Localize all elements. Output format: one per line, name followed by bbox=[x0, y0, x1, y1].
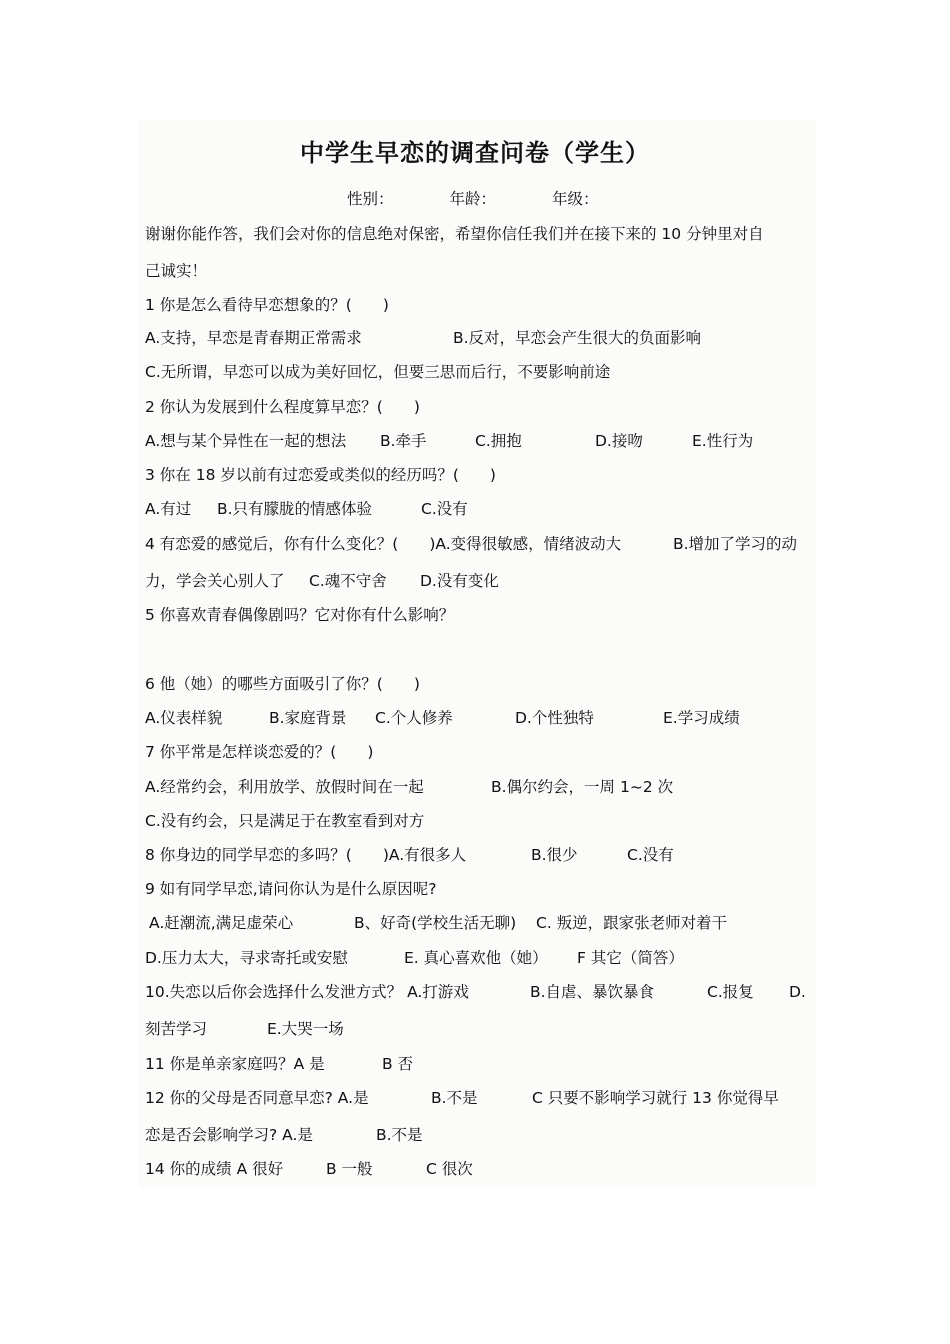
question-3-options bbox=[145, 499, 468, 519]
question-14 bbox=[145, 1159, 473, 1179]
q8-option-b: B.很少 bbox=[531, 846, 578, 864]
q12-option-b: B.不是 bbox=[431, 1089, 478, 1107]
q2-option-c: C.拥抱 bbox=[475, 432, 522, 450]
q12-option-c: C 只要不影响学习就行 13 你觉得早 bbox=[532, 1089, 779, 1107]
q11-option-b: B 否 bbox=[382, 1055, 414, 1073]
question-7-options bbox=[145, 777, 673, 797]
q9-option-c: C. 叛逆，跟家张老师对着干 bbox=[536, 914, 728, 932]
q13-text: 恋是否会影响学习? A.是 bbox=[145, 1126, 313, 1144]
q9-option-f: F 其它（简答） bbox=[577, 949, 684, 967]
q6-option-c: C.个人修养 bbox=[375, 709, 453, 727]
q9-option-a: A.赶潮流,满足虚荣心 bbox=[149, 914, 294, 932]
question-1-options bbox=[145, 328, 701, 348]
q13-option-b: B.不是 bbox=[376, 1126, 423, 1144]
q12-text: 12 你的父母是否同意早恋? A.是 bbox=[145, 1089, 369, 1107]
q10-option-e: E.大哭一场 bbox=[267, 1020, 344, 1038]
question-13 bbox=[145, 1125, 423, 1145]
intro-line-2: 己诚实！ bbox=[145, 262, 208, 280]
q14-option-b: B 一般 bbox=[326, 1160, 373, 1178]
question-3: 3 你在 18 岁以前有过恋爱或类似的经历吗？( ) bbox=[145, 466, 496, 484]
q14-option-c: C 很次 bbox=[426, 1160, 473, 1178]
grade-field: 年级： bbox=[552, 190, 599, 208]
q4-option-c: C.魂不守舍 bbox=[309, 572, 387, 590]
q8-option-c: C.没有 bbox=[627, 846, 674, 864]
q7-option-a: A.经常约会，利用放学、放假时间在一起 bbox=[145, 778, 424, 796]
question-2-options bbox=[145, 431, 753, 451]
question-2: 2 你认为发展到什么程度算早恋？( ) bbox=[145, 398, 420, 416]
q6-option-b: B.家庭背景 bbox=[269, 709, 347, 727]
question-6-options bbox=[145, 708, 740, 728]
q6-option-a: A.仪表样貌 bbox=[145, 709, 223, 727]
question-10-continued bbox=[145, 1019, 344, 1039]
question-10 bbox=[145, 982, 806, 1002]
question-4-continued bbox=[145, 571, 499, 591]
page-title: 中学生早恋的调查问卷（学生） bbox=[300, 139, 650, 167]
q9-option-d: D.压力太大，寻求寄托或安慰 bbox=[145, 949, 348, 967]
question-8 bbox=[145, 845, 674, 865]
intro-line-1: 谢谢你能作答，我们会对你的信息绝对保密，希望你信任我们并在接下来的 10 分钟里对自 bbox=[145, 225, 764, 243]
q2-option-d: D.接吻 bbox=[595, 432, 643, 450]
question-12 bbox=[145, 1088, 779, 1108]
q2-option-b: B.牵手 bbox=[380, 432, 427, 450]
q4-option-b: B.增加了学习的动 bbox=[673, 535, 798, 553]
q1-option-c: C.无所谓，早恋可以成为美好回忆，但要三思而后行，不要影响前途 bbox=[145, 363, 611, 381]
q6-option-d: D.个性独特 bbox=[515, 709, 594, 727]
age-field: 年龄： bbox=[449, 190, 497, 208]
gender-field: 性别： bbox=[347, 190, 394, 208]
q10-option-c: C.报复 bbox=[707, 983, 754, 1001]
q9-option-b: B、好奇(学校生活无聊) bbox=[354, 914, 517, 932]
q10-option-d: D. bbox=[789, 983, 806, 1001]
q1-option-a: A.支持，早恋是青春期正常需求 bbox=[145, 329, 362, 347]
question-4 bbox=[145, 534, 797, 554]
question-9: 9 如有同学早恋,请问你认为是什么原因呢? bbox=[145, 880, 437, 898]
q7-option-b: B.偶尔约会，一周 1~2 次 bbox=[491, 778, 674, 796]
q3-option-b: B.只有朦胧的情感体验 bbox=[217, 500, 373, 518]
question-1: 1 你是怎么看待早恋想象的？( ) bbox=[145, 296, 389, 314]
q7-option-c: C.没有约会，只是满足于在教室看到对方 bbox=[145, 812, 425, 830]
q3-option-a: A.有过 bbox=[145, 500, 192, 518]
q9-option-e: E. 真心喜欢他（她） bbox=[404, 949, 548, 967]
q2-option-e: E.性行为 bbox=[692, 432, 754, 450]
question-5: 5 你喜欢青春偶像剧吗？它对你有什么影响？ bbox=[145, 606, 455, 624]
q10-option-b: B.自虐、暴饮暴食 bbox=[530, 983, 655, 1001]
question-9-options-1 bbox=[149, 913, 727, 933]
q8-text: 8 你身边的同学早恋的多吗？( )A.有很多人 bbox=[145, 846, 467, 864]
q10-text: 10.失恋以后你会选择什么发泄方式？ A.打游戏 bbox=[145, 983, 469, 1001]
q14-text: 14 你的成绩 A 很好 bbox=[145, 1160, 284, 1178]
q1-option-b: B.反对，早恋会产生很大的负面影响 bbox=[453, 329, 702, 347]
q4-option-b-cont: 力，学会关心别人了 bbox=[145, 572, 285, 590]
question-11 bbox=[145, 1054, 413, 1074]
respondent-info bbox=[347, 189, 599, 209]
q6-option-e: E.学习成绩 bbox=[663, 709, 740, 727]
question-7: 7 你平常是怎样谈恋爱的？( ) bbox=[145, 743, 374, 761]
q11-text: 11 你是单亲家庭吗？A 是 bbox=[145, 1055, 325, 1073]
q2-option-a: A.想与某个异性在一起的想法 bbox=[145, 432, 347, 450]
q4-text: 4 有恋爱的感觉后，你有什么变化？( )A.变得很敏感，情绪波动大 bbox=[145, 535, 622, 553]
question-9-options-2 bbox=[145, 948, 684, 968]
q10-option-d-cont: 刻苦学习 bbox=[145, 1020, 208, 1038]
q4-option-d: D.没有变化 bbox=[420, 572, 499, 590]
q3-option-c: C.没有 bbox=[421, 500, 468, 518]
question-6: 6 他（她）的哪些方面吸引了你？( ) bbox=[145, 675, 420, 693]
